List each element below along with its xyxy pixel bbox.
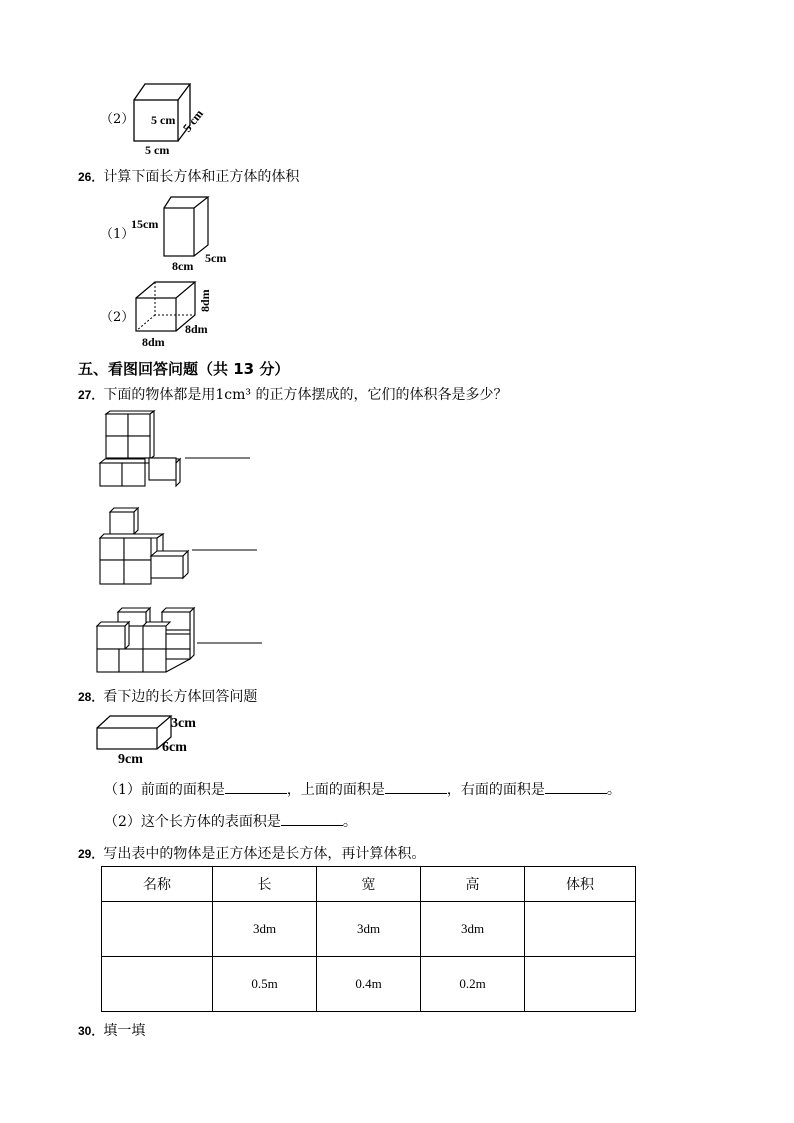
cuboid-width-label: 8cm <box>172 259 194 273</box>
section-title: 五、看图回答问题（共 13 分） <box>78 360 290 378</box>
answer-blank[interactable] <box>225 781 287 794</box>
cuboid28-height-label: 3cm <box>171 716 196 731</box>
cube2-height-label: 8dm <box>198 289 212 312</box>
question-29: 29．写出表中的物体是正方体还是长方体，再计算体积。 <box>78 846 426 862</box>
cube-side-label: 5 cm <box>180 106 207 135</box>
answer-blank[interactable] <box>545 781 607 794</box>
answer-blank[interactable] <box>281 813 343 826</box>
table-row <box>102 902 636 957</box>
cuboid28-depth-label: 6cm <box>162 740 187 755</box>
question-28: 28．看下边的长方体回答问题 <box>78 689 258 705</box>
table-cell: 3dm <box>421 902 525 957</box>
table-header: 高 <box>421 867 525 902</box>
table-header: 体积 <box>525 867 636 902</box>
cuboid-depth-label: 5cm <box>205 251 227 265</box>
cube-front-label: 5 cm <box>151 113 176 127</box>
table-cell[interactable] <box>102 957 213 1012</box>
question-26: 26．计算下面长方体和正方体的体积 <box>78 169 300 185</box>
table-header: 宽 <box>317 867 421 902</box>
figure-label: （1） <box>100 227 135 242</box>
table-cell: 3dm <box>213 902 317 957</box>
table-row <box>102 957 636 1012</box>
table-cell[interactable] <box>525 902 636 957</box>
cuboid-height-label: 15cm <box>131 217 159 231</box>
figure-label: （2） <box>100 310 135 325</box>
table-cell: 3dm <box>317 902 421 957</box>
answer-blank[interactable] <box>385 781 447 794</box>
table-cell[interactable] <box>525 957 636 1012</box>
cuboid28-length-label: 9cm <box>118 752 143 767</box>
table-header: 长 <box>213 867 317 902</box>
table-cell: 0.5m <box>213 957 317 1012</box>
figure-label: （2） <box>100 112 135 127</box>
table-cell: 0.4m <box>317 957 421 1012</box>
table-cell[interactable] <box>102 902 213 957</box>
question-28-part2: （2）这个长方体的表面积是 。 <box>104 814 357 830</box>
cube2-width-label: 8dm <box>142 335 165 349</box>
question-27: 27．下面的物体都是用1cm³ 的正方体摆成的，它们的体积各是多少？ <box>78 387 508 403</box>
cube-bottom-label: 5 cm <box>145 143 170 157</box>
question-28-part1: （1）前面的面积是 ，上面的面积是 ，右面的面积是 。 <box>104 782 621 798</box>
cube2-depth-label: 8dm <box>185 322 208 336</box>
question-30: 30．填一填 <box>78 1023 146 1039</box>
volume-table <box>101 866 636 1012</box>
table-header: 名称 <box>102 867 213 902</box>
table-cell: 0.2m <box>421 957 525 1012</box>
